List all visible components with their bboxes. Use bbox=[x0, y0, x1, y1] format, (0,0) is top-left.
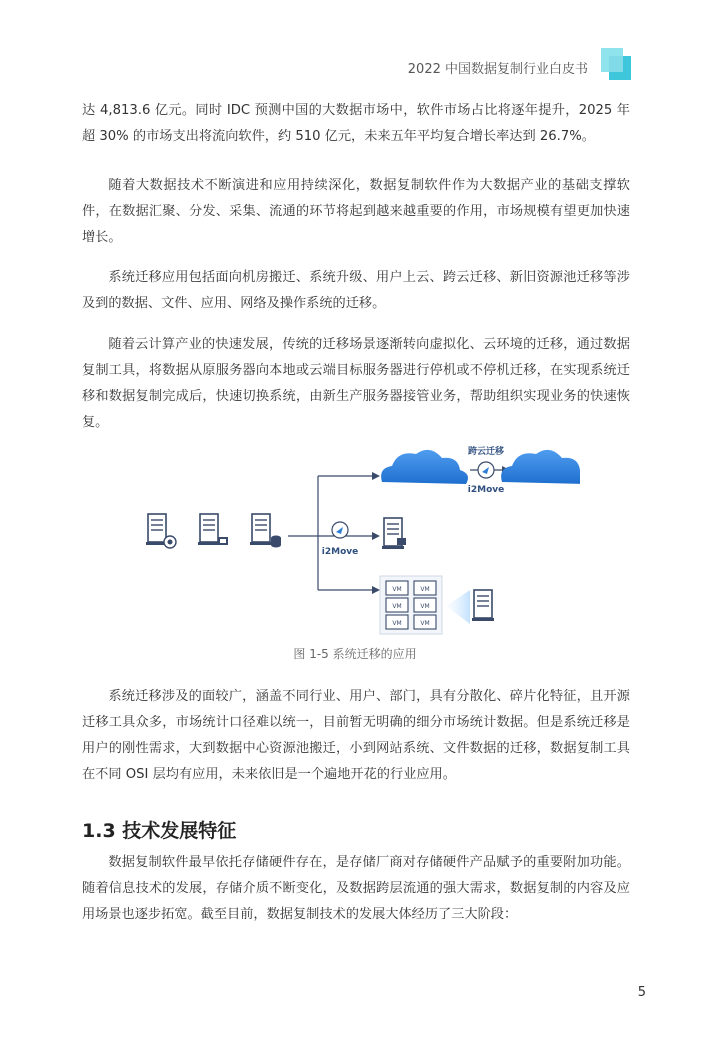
paragraph-migration-market: 系统迁移涉及的面较广，涵盖不同行业、用户、部门，具有分散化、碎片化特征，且开源迁移工具众多，市场统计口径难以统一，目前暂无明确的细分市场统计数据。但是系统迁移是用户的刚性需求，大到数据中心资源池搬迁，小到网站系统、文件数据的迁移，数据复制工具在不同 OSI 层均有应用，未来依旧是一个遍地开花的行业应用。 bbox=[82, 689, 630, 782]
vm-box: VM bbox=[392, 603, 402, 610]
vm-box: VM bbox=[420, 620, 430, 627]
cross-cloud-label: 跨云迁移 bbox=[467, 447, 505, 457]
i2move-mid-icon bbox=[332, 522, 348, 538]
paragraph-cloud-migration: 随着云计算产业的快速发展，传统的迁移场景逐渐转向虚拟化、云环境的迁移，通过数据复制工具，将数据从原服务器向本地或云端目标服务器进行停机或不停机迁移，在实现系统迁移和数据复制完成后，快速切换系统，由新生产服务器接管业务，帮助组织实现业务的快速恢复。 bbox=[82, 337, 630, 430]
i2move-mid-label: i2Move bbox=[321, 547, 359, 557]
source-server-2-icon bbox=[198, 514, 228, 545]
figure-caption: 图 1-5 系统迁移的应用 bbox=[293, 647, 417, 661]
paragraph-growth: 随着大数据技术不断演进和应用持续深化，数据复制软件作为大数据产业的基础支撑软件，在数据汇聚、分发、采集、流通的环节将起到越来越重要的作用，市场规模有望更加快速增长。 bbox=[82, 178, 630, 245]
vm-resource-pool bbox=[380, 576, 442, 634]
header-title: 2022 中国数据复制行业白皮书 bbox=[407, 62, 588, 77]
system-migration-diagram bbox=[140, 440, 580, 640]
source-cloud-icon bbox=[381, 450, 468, 484]
paragraph-migration-scope: 系统迁移应用包括面向机房搬迁、系统升级、用户上云、跨云迁移、新旧资源池迁移等涉及到的数据、文件、应用、网络及操作系统的迁移。 bbox=[82, 270, 630, 311]
source-server-1-icon bbox=[146, 514, 176, 548]
vm-box: VM bbox=[392, 620, 402, 627]
source-server-3-icon bbox=[250, 514, 281, 548]
vm-box: VM bbox=[420, 603, 430, 610]
physical-server-icon bbox=[472, 590, 494, 621]
i2move-top-icon bbox=[478, 462, 494, 478]
logo-icon bbox=[601, 48, 631, 80]
vm-box: VM bbox=[420, 586, 430, 593]
target-server-icon bbox=[382, 518, 406, 549]
page-number: 5 bbox=[637, 985, 646, 1000]
target-cloud-icon bbox=[501, 450, 580, 484]
paragraph-tech-evolution: 数据复制软件最早依托存储硬件存在，是存储厂商对存储硬件产品赋予的重要附加功能。随着信息技术的发展，存储介质不断变化，及数据跨层流通的强大需求，数据复制的内容及应用场景也逐步拓宽。截至目前，数据复制技术的发展大体经历了三大阶段： bbox=[82, 855, 630, 922]
i2move-top-label: i2Move bbox=[467, 485, 505, 495]
paragraph-market-forecast: 达 4,813.6 亿元。同时 IDC 预测中国的大数据市场中，软件市场占比将逐年提升，2025 年超 30% 的市场支出将流向软件，约 510 亿元，未来五年平均复合增长率达到 26.7%。 bbox=[82, 103, 630, 144]
section-title: 1.3 技术发展特征 bbox=[82, 820, 237, 842]
projection-beam bbox=[446, 590, 470, 624]
vm-box: VM bbox=[392, 586, 402, 593]
